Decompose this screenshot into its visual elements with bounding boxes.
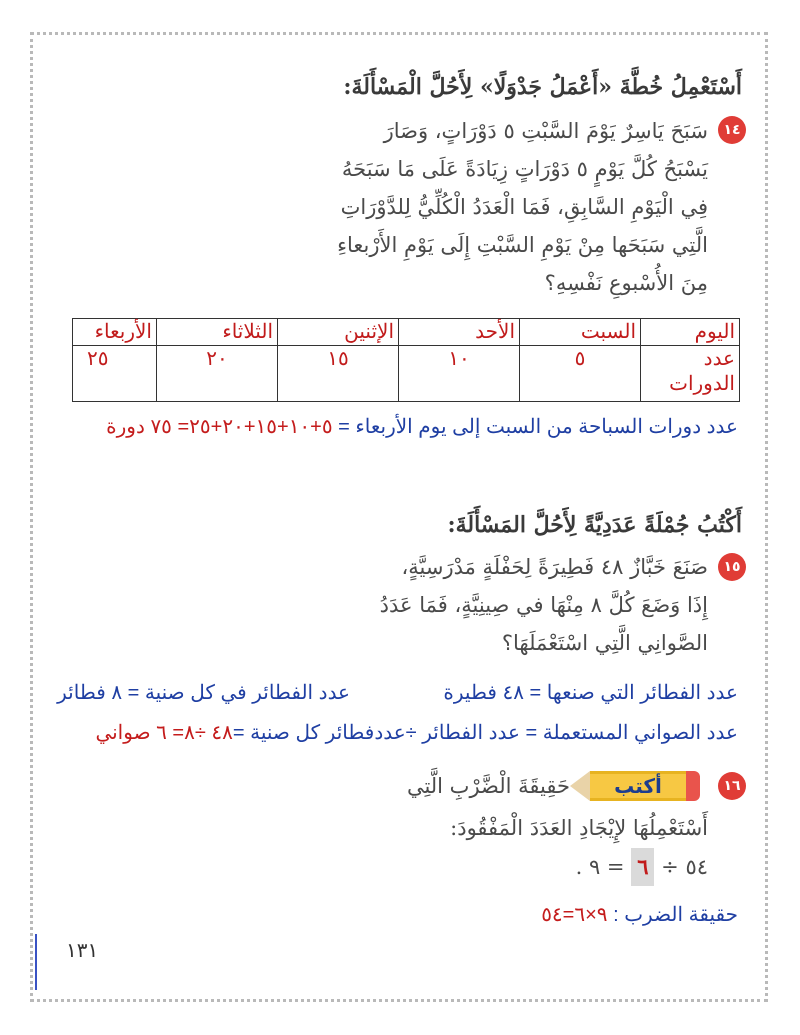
table-cell: ٢٥ — [73, 346, 157, 402]
q15-line-3: الصَّوانِي الَّتِي اسْتَعْمَلَهَا؟ — [501, 631, 708, 655]
margin-bar — [35, 934, 37, 990]
q16-equation — [576, 848, 708, 886]
pencil-label: أكتب — [590, 771, 686, 801]
table-cell: الثلاثاء — [157, 319, 278, 346]
q14-line-4: الَّتِي سَبَحَها مِنْ يَوْمِ السَّبْتِ إِلَى يَوْمِ الأَرْبعاءِ — [337, 233, 708, 257]
q15-problem-text — [238, 548, 708, 662]
q15-answer-2-value: ٨ فطائر — [57, 682, 123, 704]
q15-number-badge: ١٥ — [718, 553, 746, 581]
q16-answer — [541, 902, 738, 927]
table-cell: السبت — [520, 319, 641, 346]
q14-heading: أَسْتَعْمِلُ خُطَّةَ «أَعْمَلُ جَدْوَلًا» لِأَحُلَّ الْمَسْأَلَةَ: — [343, 74, 742, 100]
pencil-tip-icon — [570, 771, 590, 801]
equation-right: = ٩ . — [575, 855, 625, 879]
q16-line-1: حَقِيقَةَ الْضَّرْبِ الَّتِي — [406, 774, 570, 798]
table-cell: عدد الدورات — [641, 346, 740, 402]
q16-answer-text: حقيقة الضرب : — [607, 904, 738, 926]
q14-answer-value: ٥+١٠+١٥+٢٠+٢٥= ٧٥ دورة — [106, 416, 333, 438]
table-cell: ١٠ — [399, 346, 520, 402]
q15-answer-line-3 — [95, 720, 738, 745]
table-cell: الإثنين — [278, 319, 399, 346]
q14-line-1: سَبَحَ يَاسِرٌ يَوْمَ السَّبْتِ ٥ دَوْرَاتٍ، وَصَارَ — [383, 119, 708, 143]
q15-answer-line-2 — [57, 680, 350, 705]
q14-answer-text: عدد دورات السباحة من السبت إلى يوم الأربعاء = — [332, 416, 738, 438]
write-pencil-label — [570, 771, 700, 801]
q15-answer-3-value: ٤٨ ÷٨= ٦ صواني — [95, 722, 233, 744]
q16-answer-value: ٩×٦=٥٤ — [541, 904, 608, 926]
table-cell: اليوم — [641, 319, 740, 346]
table-cell: الأربعاء — [73, 319, 157, 346]
table-row — [73, 346, 740, 402]
table-cell: ٥ — [520, 346, 641, 402]
q15-heading: أَكْتُبُ جُمْلَةً عَدَدِيَّةً لِأَحُلَّ المَسْأَلَةَ: — [447, 512, 742, 538]
q15-line-1: صَنَعَ خَبَّازٌ ٤٨ فَطِيرَةً لِحَفْلَةٍ مَدْرَسِيَّةٍ، — [401, 555, 708, 579]
q15-line-2: إِذَا وَضَعَ كُلَّ ٨ مِنْهَا في صِينِيَّةٍ، فَمَا عَدَدُ — [379, 593, 708, 617]
q15-answer-line-1 — [443, 680, 738, 705]
q15-answer-1-value: ٤٨ فطيرة — [443, 682, 524, 704]
q16-line-2: أَسْتَعْمِلُهَا لإِيْجَادِ العَدَدَ الْمَفْقُودَ: — [450, 816, 708, 840]
swim-laps-table — [72, 318, 740, 402]
equation-left: ٥٤ ÷ — [661, 855, 708, 879]
table-cell: ٢٠ — [157, 346, 278, 402]
page-number: ١٣١ — [66, 938, 99, 962]
q14-problem-text — [268, 112, 708, 302]
q15-answer-2-text: عدد الفطائر في كل صنية = — [122, 682, 350, 704]
q14-answer — [106, 414, 738, 439]
q15-answer-1-text: عدد الفطائر التي صنعها = — [523, 682, 738, 704]
table-header-row — [73, 319, 740, 346]
pencil-eraser-icon — [686, 771, 700, 801]
q14-line-2: يَسْبَحُ كُلَّ يَوْمٍ ٥ دَوْرَاتٍ زِيَادَةً عَلَى مَا سَبَحَهُ — [341, 157, 708, 181]
table-cell: الأحد — [399, 319, 520, 346]
table-cell: ١٥ — [278, 346, 399, 402]
q15-answer-3-text: عدد الصواني المستعملة = عدد الفطائر ÷عددفطائر كل صنية = — [232, 722, 738, 744]
q14-line-3: فِي الْيَوْمِ السَّابِقِ، فَمَا الْعَدَدُ الْكُلِّيُّ لِلدَّوْرَاتِ — [340, 195, 708, 219]
q14-number-badge: ١٤ — [718, 116, 746, 144]
q14-line-5: مِنَ الأُسْبوعِ نَفْسِهِ؟ — [544, 271, 708, 295]
q16-number-badge: ١٦ — [718, 772, 746, 800]
missing-number-box: ٦ — [631, 848, 654, 886]
